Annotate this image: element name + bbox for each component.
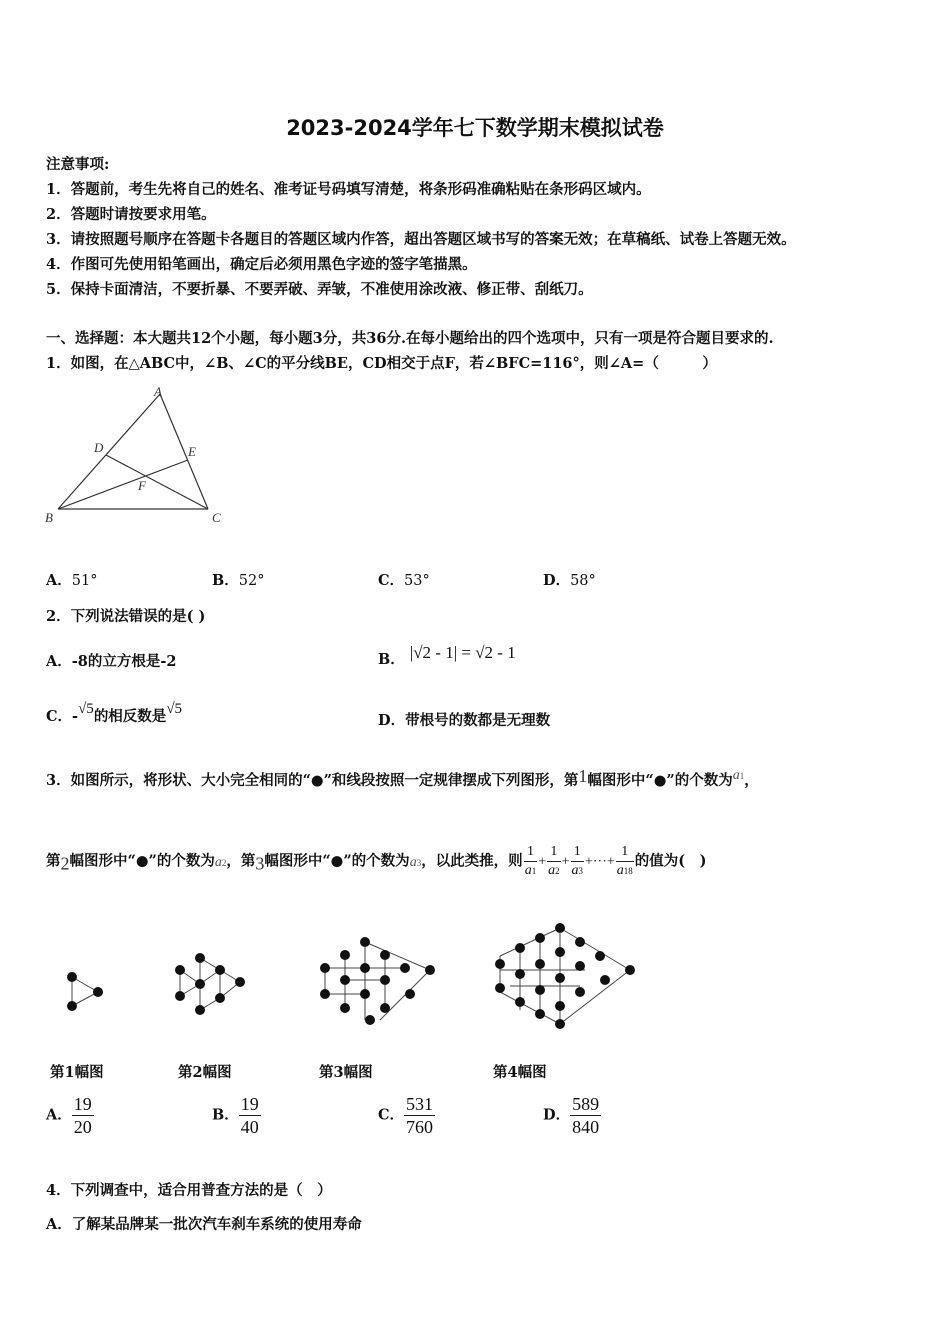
sum-term-1: $\frac{1}{a1}$	[524, 844, 537, 878]
question-2-stem: 2．下列说法错误的是( )	[46, 608, 206, 625]
question-3-line-2: 第2幅图形中“●”的个数为a2，第3幅图形中“●”的个数为a3，以此类推，则 $\frac{1}{a1}$ + $\frac{1}{a2}$ + $\frac{1}{a3}$ +···+ $\frac{1}{a18}$ 的值为( )	[46, 844, 707, 878]
question-1-stem: 1．如图，在△ABC中，∠B、∠C的平分线BE，CD相交于点F，若∠BFC=116°，则∠A=（ ）	[46, 355, 717, 372]
note-item-4: 4．作图可先使用铅笔画出，确定后必须用黑色字迹的签字笔描黑。	[46, 256, 477, 273]
fig2-dots	[175, 953, 245, 1015]
sum-term-18: $\frac{1}{a18}$	[616, 844, 633, 878]
triangle-figure	[40, 382, 240, 532]
q3-option-c[interactable]: C． $\frac{531}{760}$	[378, 1094, 434, 1137]
q1-option-b[interactable]: B．52°	[212, 572, 265, 589]
note-item-3: 3．请按照题号顺序在答题卡各题目的答题区域内作答，超出答题区域书写的答案无效；在草稿纸、试卷上答题无效。	[46, 231, 796, 248]
side-ac	[160, 394, 208, 509]
label-e: E	[188, 444, 196, 459]
q1-option-a[interactable]: A．51°	[46, 572, 98, 589]
bisector-be	[58, 460, 188, 509]
q3-option-b[interactable]: B． $\frac{19}{40}$	[212, 1094, 259, 1137]
q2-option-b[interactable]: B． |√2 - 1| = √2 - 1	[378, 643, 516, 668]
fig3-dots	[320, 937, 435, 1025]
page-title: 2023-2024学年七下数学期末模拟试卷	[286, 116, 664, 140]
question-3-line-1: 3．如图所示，将形状、大小完全相同的“●”和线段按照一定规律摆成下列图形，第1幅图形中“●”的个数为a1，	[46, 766, 759, 789]
q2-option-d[interactable]: D．带根号的数都是无理数	[378, 712, 551, 729]
question-4-stem: 4．下列调查中，适合用普查方法的是（ ）	[46, 1182, 332, 1199]
bisector-cd	[106, 455, 208, 509]
sum-term-3: $\frac{1}{a3}$	[571, 844, 583, 878]
figure-2-caption: 第2幅图	[178, 1064, 232, 1081]
figure-4-caption: 第4幅图	[493, 1064, 547, 1081]
q2-b-formula: |√2 - 1| = √2 - 1	[409, 643, 516, 662]
note-item-5: 5．保持卡面清洁，不要折暴、不要弄破、弄皱，不准使用涂改液、修正带、刮纸刀。	[46, 281, 593, 298]
q3-option-d[interactable]: D． $\frac{589}{840}$	[543, 1094, 600, 1137]
label-a: A	[154, 384, 162, 399]
q4-option-a[interactable]: A．了解某品牌某一批次汽车刹车系统的使用寿命	[46, 1216, 362, 1233]
q1-option-d[interactable]: D．58°	[543, 572, 596, 589]
dot-pattern-figures	[40, 920, 660, 1030]
section-header: 一、选择题：本大题共12个小题，每小题3分，共36分.在每小题给出的四个选项中，只有一项是符合题目要求的.	[46, 330, 774, 347]
q3-option-a[interactable]: A． $\frac{19}{20}$	[46, 1094, 92, 1137]
note-item-1: 1．答题前，考生先将自己的姓名、准考证号码填写清楚，将条形码准确粘贴在条形码区域内。	[46, 181, 651, 198]
notes-heading: 注意事项:	[46, 156, 110, 173]
q2-option-c[interactable]: C．-√5的相反数是√5	[46, 701, 183, 725]
label-f: F	[138, 478, 146, 493]
note-item-2: 2．答题时请按要求用笔。	[46, 206, 216, 223]
figure-1-caption: 第1幅图	[50, 1064, 104, 1081]
fig4-dots	[495, 923, 635, 1029]
figure-3-caption: 第3幅图	[319, 1064, 373, 1081]
label-c: C	[212, 510, 221, 525]
fig2-lines	[180, 958, 240, 1010]
sum-term-2: $\frac{1}{a2}$	[548, 844, 560, 878]
label-d: D	[94, 440, 104, 455]
label-b: B	[45, 510, 53, 525]
q2-option-a[interactable]: A．-8的立方根是-2	[46, 653, 177, 670]
q1-option-c[interactable]: C．53°	[378, 572, 430, 589]
